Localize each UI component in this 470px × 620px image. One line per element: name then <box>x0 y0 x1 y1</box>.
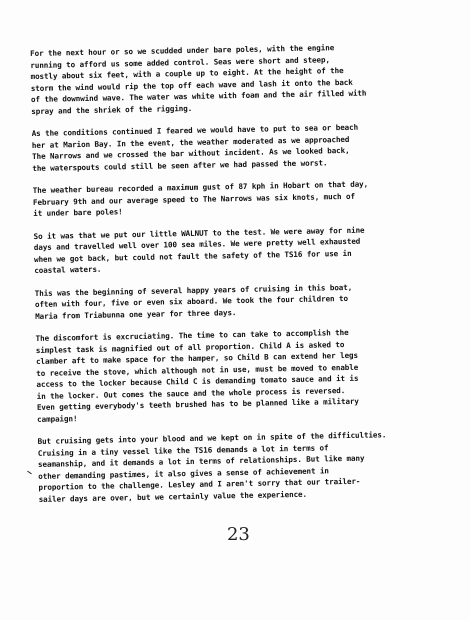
margin-mark <box>27 471 32 475</box>
text-line: other demanding pastimes, it also gives a sense of achievement in <box>38 465 329 481</box>
text-line: days and travelled well over 100 sea miles. We were pretty well exhausted <box>33 236 361 252</box>
paragraph <box>33 177 446 219</box>
text-line: access to the locker because Child C is demanding tomato sauce and it is <box>36 373 359 389</box>
text-line: running to afford us some added control. Seas were short and steep, <box>30 54 330 70</box>
text-line: Cruising in a tiny vessel like the TS16 demands a lot in terms of <box>37 442 329 458</box>
text-line: For the next hour or so we scudded under bare poles, with the engine <box>30 43 335 58</box>
text-line: spray and the shriek of the rigging. <box>31 103 193 116</box>
text-line: So it was that we put our little WALNUT to the test. We were away for nine <box>33 225 365 241</box>
text-line: the waterspouts could still be seen after we had passed the worst. <box>32 157 328 173</box>
paragraph <box>32 120 445 174</box>
text-line: when we got back, but could not fault the safety of the TS16 for use in <box>33 248 352 264</box>
text-line: proportion to the challenge. Lesley and I aren't sorry that our trailer- <box>38 476 361 492</box>
text-line: mostly about six feet, with a couple up to eight. At the height of the <box>30 65 344 81</box>
text-line: her at Marion Bay. In the event, the weather moderated as we approached <box>31 134 350 150</box>
text-line: often with four, five or even six aboard. We took the four children to <box>34 293 348 309</box>
paragraph <box>35 325 449 425</box>
text-line: seamanship, and it demands a lot in terms of relationships. But like many <box>37 453 365 469</box>
text-line: in the locker. Out comes the sauce and the whole process is reversed. <box>36 385 346 401</box>
page-number: 23 <box>227 524 250 545</box>
text-line: it under bare poles! <box>33 207 123 218</box>
text-line: to receive the stove, which although not in use, must be moved to enable <box>36 362 359 378</box>
document-body <box>30 40 451 516</box>
text-line: clamber aft to make space for the hamper, so Child B can extend her legs <box>35 350 359 366</box>
text-line: sailer days are over, but we certainly value the experience. <box>38 489 308 504</box>
text-line: The discomfort is excruciating. The time to can take to accomplish the <box>35 327 349 343</box>
text-line: storm the wind would rip the top off each wave and lash it onto the back <box>30 77 353 93</box>
text-line: of the downwind wave. The water was white with foam and the air filled with <box>30 88 367 104</box>
text-line: But cruising gets into your blood and we kept on in spite of the difficulties. <box>37 430 387 446</box>
text-line: Even getting everybody's teeth brushed has to be planned like a military <box>36 396 359 412</box>
paragraph <box>30 40 443 117</box>
text-line: coastal waters. <box>34 264 102 275</box>
paragraph <box>35 280 448 322</box>
text-line: This was the beginning of several happy years of cruising in this boat, <box>34 282 353 298</box>
text-line: February 9th and our average speed to The Narrows was six knots, much of <box>32 191 355 207</box>
text-line: The Narrows and we crossed the bar without incident. As we looked back, <box>31 145 350 161</box>
text-line: simplest task is magnified out of all proportion. Child A is asked to <box>35 339 345 355</box>
paragraph <box>34 223 447 277</box>
text-line: As the conditions continued I feared we would have to put to sea or beach <box>31 122 359 138</box>
text-line: The weather bureau recorded a maximum gust of 87 kph in Hobart on that day, <box>32 179 369 195</box>
text-line: Maria from Triabunna one year for three days. <box>35 307 237 321</box>
paragraph <box>37 428 450 505</box>
text-line: campaign! <box>37 413 78 424</box>
